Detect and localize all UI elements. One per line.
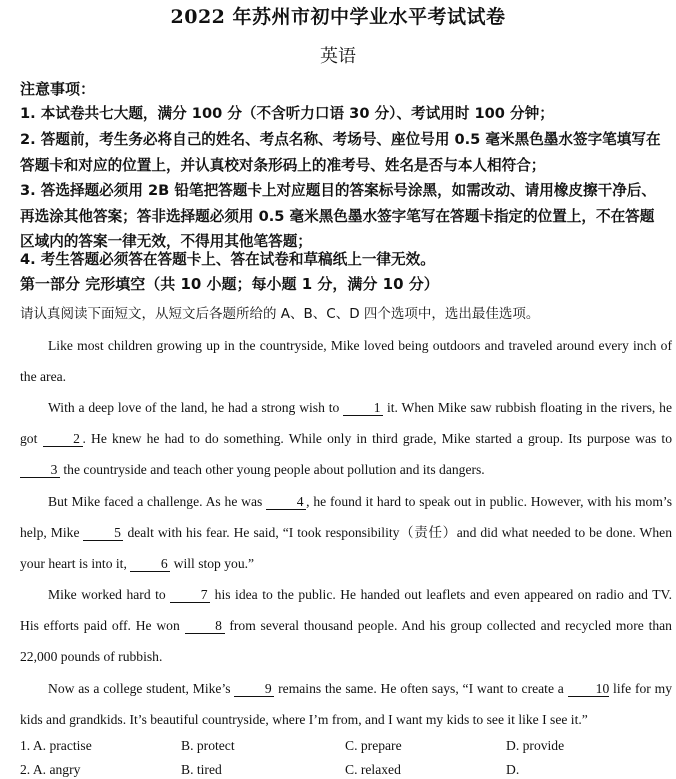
option-a: 2. A. angry [20,762,81,777]
passage-text: Like most children growing up in the countryside, Mike loved being outdoors and traveled around every inch of the area. [20,338,672,384]
question-row-1 [20,738,670,762]
blank-5: 5 [83,525,123,541]
note-item-4: 4. 考生答题必须答在答题卡上、答在试卷和草稿纸上一律无效。 [20,251,435,268]
passage-text: from several thousand people. And his group collected and recycled more than 22,000 pounds of rubbish. [20,618,672,664]
passage-paragraph-4 [20,579,672,672]
blank-6: 6 [130,556,170,572]
question-options [20,738,670,779]
passage-text: it. When Mike saw rubbish floating in the rivers, he got [20,400,672,446]
passage-text: remains the same. He often says, “I want to create a [274,681,568,696]
option-c: C. prepare [345,738,402,753]
blank-8: 8 [185,618,225,634]
part-heading: 第一部分 完形填空（共 10 小题；每小题 1 分，满分 10 分） [20,275,439,293]
blank-7: 7 [170,587,210,603]
blank-2: 2 [43,431,83,447]
passage-text: will stop you.” [170,556,255,571]
passage-text: But Mike faced a challenge. As he was [48,494,267,509]
blank-3: 3 [20,462,60,478]
exam-subject: 英语 [320,46,356,67]
passage-text: Now as a college student, Mike’s [48,681,235,696]
passage-paragraph-2 [20,392,672,485]
option-a: 1. A. practise [20,738,92,753]
note-item-1: 1. 本试卷共七大题，满分 100 分（不含听力口语 30 分）、考试用时 100 分钟； [20,105,554,122]
passage-text: Mike worked hard to [48,587,171,602]
passage-text: his idea to the public. He handed out leaflets and even appeared on radio and TV. His efforts paid off. He won [20,587,672,633]
note-item-2: 2. 答题前，考生务必将自己的姓名、考点名称、考场号、座位号用 0.5 毫米黑色墨水签字笔填写在答题卡和对应的位置上，并认真校对条形码上的准考号、姓名是否与本人相符合； [20,131,661,174]
passage-text: With a deep love of the land, he had a strong wish to [48,400,344,415]
option-c: C. relaxed [345,762,401,777]
option-b: B. tired [181,762,222,777]
blank-9: 9 [234,681,274,697]
part-instruction: 请认真阅读下面短文，从短文后各题所给的 A、B、C、D 四个选项中，选出最佳选项。 [20,306,540,322]
passage-paragraph-3 [20,486,672,579]
exam-title: 2022 年苏州市初中学业水平考试试卷 [170,6,506,28]
passage-paragraph-1 [20,330,672,392]
passage-text: , he found it hard to speak out in public. However, with his mom’s help, Mike [20,494,672,540]
passage-text: dealt with his fear. He said, “I took responsibility（责任）and did what needed to be done. When your heart is into it, [20,525,672,571]
passage-paragraph-5 [20,673,672,735]
blank-10: 10 [568,681,610,697]
passage-text: . He knew he had to do something. While only in third grade, Mike started a group. Its purpose was to [82,431,672,446]
blank-4: 4 [266,494,306,510]
passage-text: life for my kids and grandkids. It’s beautiful countryside, where I’m from, and I want my kids to see it like I see it.” [20,681,672,727]
option-b: B. protect [181,738,235,753]
blank-1: 1 [343,400,383,416]
question-row-2 [20,762,670,779]
notes-heading: 注意事项： [20,80,96,98]
note-item-3: 3. 答选择题必须用 2B 铅笔把答题卡上对应题目的答案标号涂黑，如需改动、请用橡皮擦干净后、再选涂其他答案；答非选择题必须用 0.5 毫米黑色墨水签字笔写在答题卡指定的位置上，不在答题区域内的答案一律无效，不得用其他笔答题； [20,182,656,250]
option-d: D. [506,762,520,777]
option-d: D. provide [506,738,565,753]
passage-text: the countryside and teach other young people about pollution and its dangers. [60,462,485,477]
